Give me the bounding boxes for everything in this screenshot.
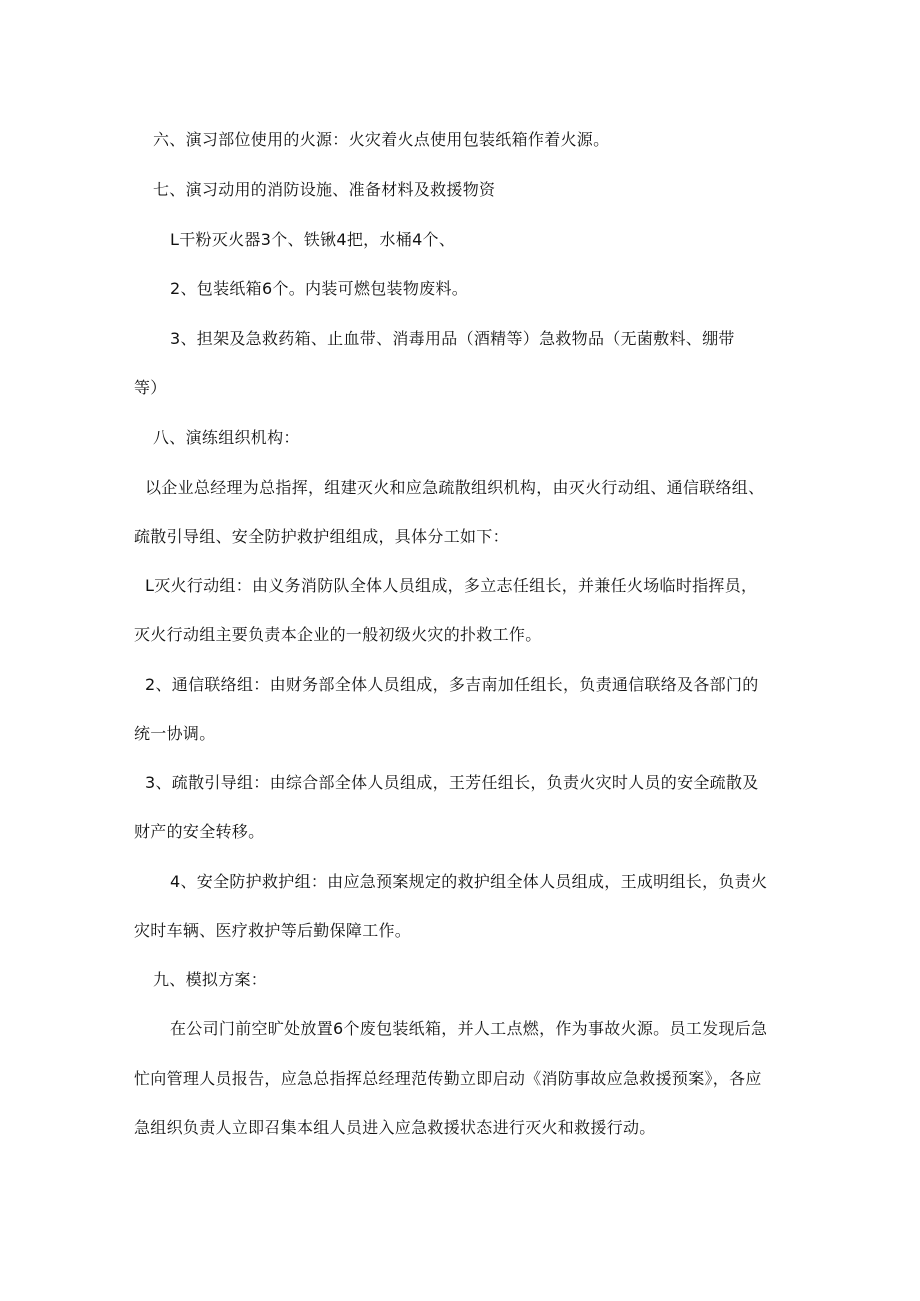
team-3-line-1: 3、疏散引导组：由综合部全体人员组成，王芳任组长，负责火灾时人员的安全疏散及 bbox=[145, 773, 759, 792]
team-2-line-1: 2、通信联络组：由财务部全体人员组成，多吉南加任组长，负责通信联络及各部门的 bbox=[145, 675, 759, 694]
team-3-line-2: 财产的安全转移。 bbox=[134, 822, 265, 841]
team-2-line-2: 统一协调。 bbox=[134, 724, 216, 743]
section-9-heading: 九、模拟方案： bbox=[153, 970, 268, 989]
scenario-line-3: 急组织负责人立即召集本组人员进入应急救援状态进行灭火和救援行动。 bbox=[134, 1118, 656, 1137]
team-4-line-1: 4、安全防护救护组：由应急预案规定的救护组全体人员组成，王成明组长，负责火 bbox=[170, 872, 768, 891]
material-item-1: L干粉灭火器3个、铁锹4把，水桶4个、 bbox=[170, 230, 456, 249]
material-item-3-line-2: 等） bbox=[134, 378, 167, 397]
team-1-line-1: L灭火行动组：由义务消防队全体人员组成，多立志任组长，并兼任火场临时指挥员， bbox=[145, 576, 758, 595]
section-8-heading: 八、演练组织机构： bbox=[153, 428, 300, 447]
material-item-2: 2、包装纸箱6个。内装可燃包装物废料。 bbox=[170, 279, 469, 298]
organization-intro-line-2: 疏散引导组、安全防护救护组组成，具体分工如下： bbox=[134, 527, 509, 546]
material-item-3-line-1: 3、担架及急救药箱、止血带、消毒用品（酒精等）急救物品（无菌敷料、绷带 bbox=[170, 329, 735, 348]
team-4-line-2: 灾时车辆、医疗救护等后勤保障工作。 bbox=[134, 921, 412, 940]
team-1-line-2: 灭火行动组主要负责本企业的一般初级火灾的扑救工作。 bbox=[134, 625, 542, 644]
scenario-line-2: 忙向管理人员报告，应急总指挥总经理范传勤立即启动《消防事故应急救援预案》，各应 bbox=[134, 1069, 762, 1088]
section-6-line-1: 六、演习部位使用的火源：火灾着火点使用包装纸箱作着火源。 bbox=[153, 130, 610, 149]
section-7-heading: 七、演习动用的消防设施、准备材料及救援物资 bbox=[153, 180, 496, 199]
organization-intro-line-1: 以企业总经理为总指挥，组建灭火和应急疏散组织机构，由灭火行动组、通信联络组、 bbox=[145, 478, 765, 497]
scenario-line-1: 在公司门前空旷处放置6个废包装纸箱，并人工点燃，作为事故火源。员工发现后急 bbox=[170, 1019, 768, 1038]
